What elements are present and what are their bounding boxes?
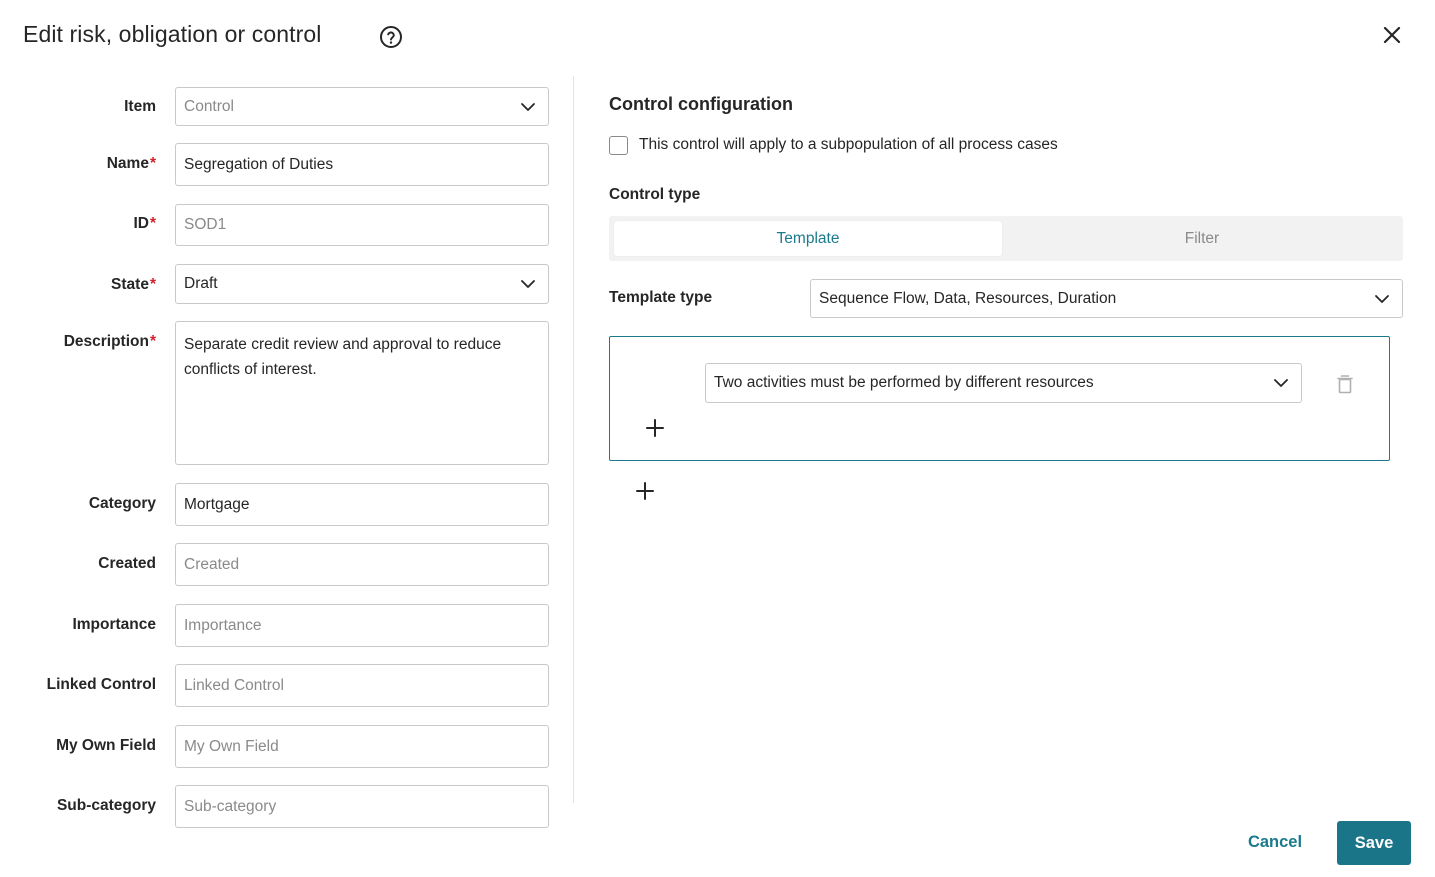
control-type-label: Control type xyxy=(609,186,701,203)
plus-icon[interactable] xyxy=(644,417,666,439)
description-textarea[interactable] xyxy=(175,321,549,465)
linked-control-placeholder: Linked Control xyxy=(184,676,284,694)
save-button[interactable]: Save xyxy=(1337,821,1411,865)
item-label: Item xyxy=(124,98,156,115)
linked-control-field[interactable] xyxy=(175,664,549,707)
id-field[interactable] xyxy=(175,204,549,246)
id-field-value: SOD1 xyxy=(184,216,227,233)
description-value: Separate credit review and approval to reduce conflicts of interest. xyxy=(184,336,502,378)
required-marker: * xyxy=(149,155,156,172)
sub-category-field[interactable] xyxy=(175,785,549,828)
category-field-value: Mortgage xyxy=(184,495,250,513)
created-field[interactable] xyxy=(175,543,549,586)
item-select[interactable] xyxy=(175,87,549,126)
config-panel xyxy=(574,76,1435,803)
name-label: Name* xyxy=(106,155,156,172)
sub-category-placeholder: Sub-category xyxy=(184,797,277,815)
description-label: Description* xyxy=(63,333,156,350)
subpopulation-checkbox-label[interactable]: This control will apply to a subpopulation of all process cases xyxy=(639,136,1058,153)
importance-field[interactable] xyxy=(175,604,549,647)
chevron-down-icon xyxy=(520,276,536,292)
control-type-switch xyxy=(609,216,1403,261)
template-type-label: Template type xyxy=(609,289,713,306)
rule-group xyxy=(609,336,1390,461)
config-title: Control configuration xyxy=(609,94,793,114)
chevron-down-icon xyxy=(1374,291,1390,307)
item-select-value: Control xyxy=(184,97,234,115)
sub-category-label: Sub-category xyxy=(56,797,156,814)
state-label: State* xyxy=(111,276,156,293)
name-field[interactable] xyxy=(175,143,549,186)
cancel-button[interactable]: Cancel xyxy=(1233,823,1317,861)
importance-placeholder: Importance xyxy=(184,616,262,634)
created-placeholder: Created xyxy=(184,555,240,573)
state-select-value: Draft xyxy=(184,275,218,292)
plus-icon[interactable] xyxy=(634,480,656,502)
state-select[interactable] xyxy=(175,264,549,304)
name-field-value: Segregation of Duties xyxy=(184,155,334,173)
tab-filter[interactable]: Filter xyxy=(1184,229,1220,247)
category-field[interactable] xyxy=(175,483,549,526)
id-label: ID* xyxy=(133,215,156,232)
rule-template-select[interactable] xyxy=(705,363,1302,403)
importance-label: Importance xyxy=(72,616,156,633)
my-own-field-label: My Own Field xyxy=(56,737,156,754)
help-circle-icon[interactable] xyxy=(379,25,403,49)
template-type-select[interactable] xyxy=(810,279,1403,318)
dialog-title: Edit risk, obligation or control xyxy=(23,21,322,47)
subpopulation-checkbox[interactable] xyxy=(609,136,628,155)
chevron-down-icon xyxy=(520,99,536,115)
my-own-field-placeholder: My Own Field xyxy=(184,737,279,755)
chevron-down-icon xyxy=(1273,375,1289,391)
dialog-header xyxy=(0,0,1435,76)
required-marker: * xyxy=(149,215,156,232)
my-own-field-input[interactable] xyxy=(175,725,549,768)
form-panel xyxy=(0,76,573,815)
required-marker: * xyxy=(149,276,156,293)
required-marker: * xyxy=(149,333,156,350)
category-label: Category xyxy=(88,495,156,512)
template-type-value: Sequence Flow, Data, Resources, Duration xyxy=(819,289,1117,307)
close-icon[interactable] xyxy=(1380,23,1404,47)
created-label: Created xyxy=(98,555,156,572)
tab-template[interactable]: Template xyxy=(614,221,1002,256)
trash-icon[interactable] xyxy=(1334,373,1356,395)
rule-template-value: Two activities must be performed by different resources xyxy=(714,374,1094,391)
linked-control-label: Linked Control xyxy=(46,676,156,693)
